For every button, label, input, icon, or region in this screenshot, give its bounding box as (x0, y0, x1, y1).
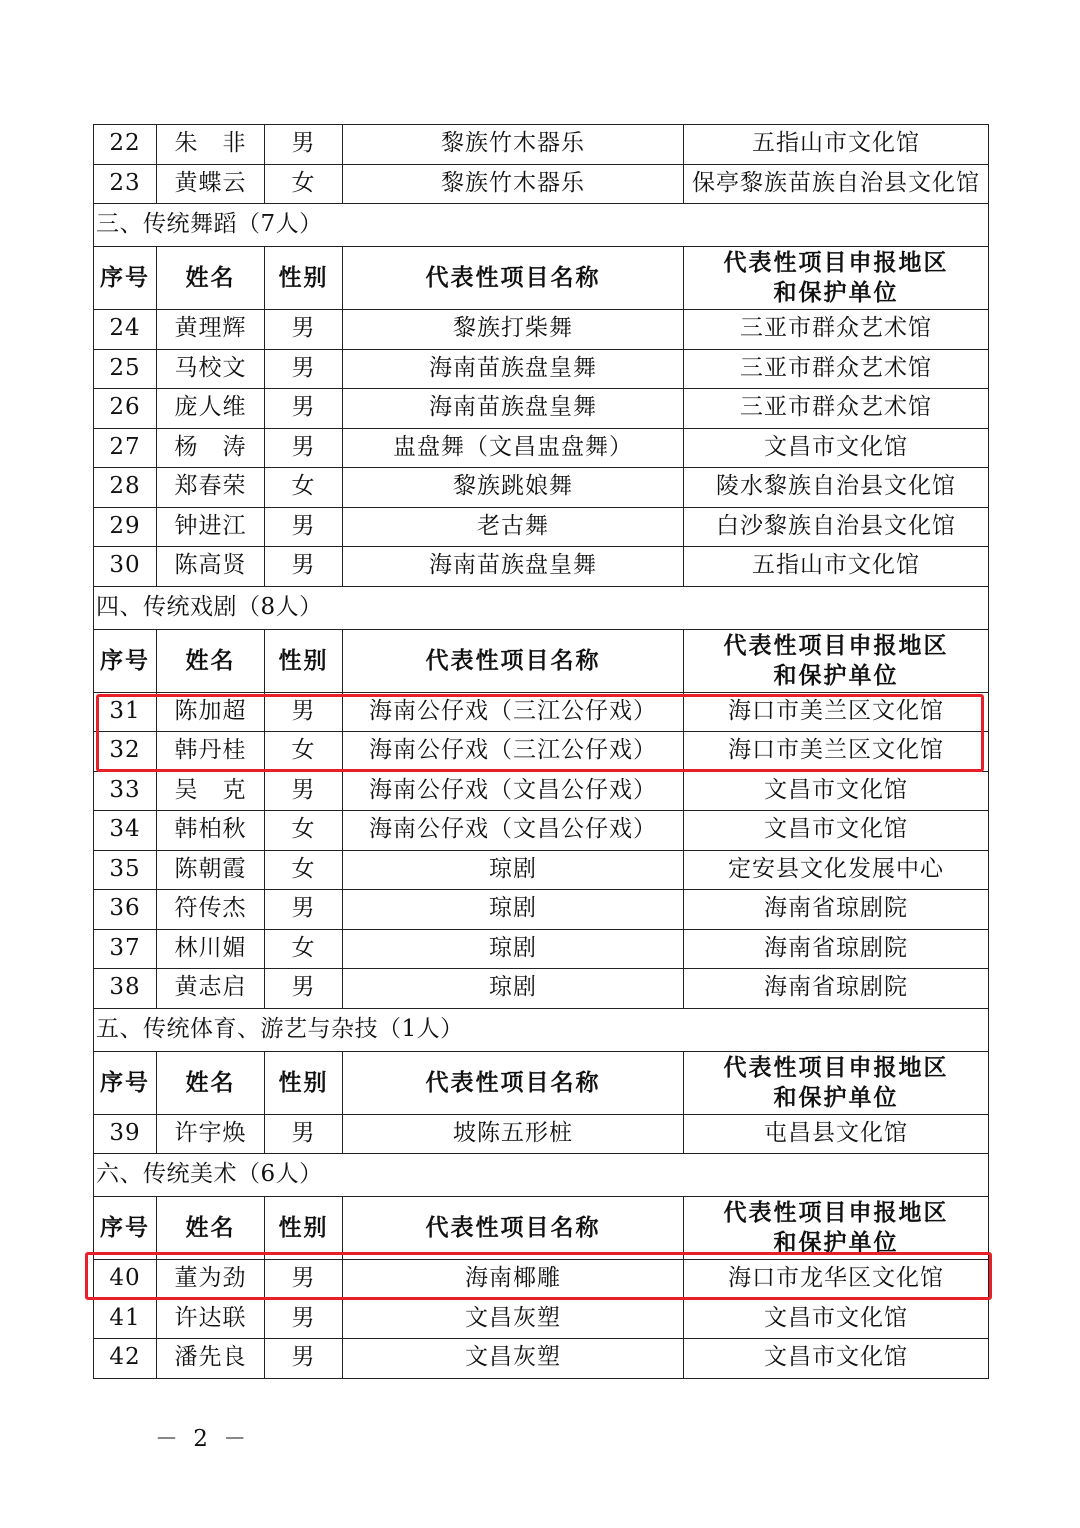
cell-unit: 海南省琼剧院 (684, 969, 989, 1009)
cell-seq: 22 (94, 125, 157, 165)
table-row (94, 1339, 989, 1379)
section-title-row (94, 1154, 989, 1197)
cell-name: 庞人维 (157, 389, 265, 429)
header-unit-line1: 代表性项目申报地区 (723, 1199, 949, 1227)
cell-gender: 女 (265, 732, 343, 772)
header-unit-line1: 代表性项目申报地区 (723, 1053, 949, 1081)
cell-seq: 28 (94, 468, 157, 508)
header-seq: 序号 (94, 247, 157, 310)
cell-gender: 男 (265, 125, 343, 165)
cell-project: 老古舞 (343, 507, 684, 547)
cell-gender: 女 (265, 850, 343, 890)
cell-project: 琼剧 (343, 890, 684, 930)
table-row (94, 969, 989, 1009)
table-row (94, 850, 989, 890)
cell-gender: 男 (265, 1260, 343, 1300)
table-row (94, 771, 989, 811)
cell-seq: 42 (94, 1339, 157, 1379)
cell-seq: 23 (94, 164, 157, 204)
cell-project: 黎族打柴舞 (343, 310, 684, 350)
cell-gender: 女 (265, 811, 343, 851)
section-title-row (94, 204, 989, 247)
cell-name: 韩丹桂 (157, 732, 265, 772)
heritage-inheritors-table (93, 124, 989, 1379)
cell-project: 海南苗族盘皇舞 (343, 547, 684, 587)
cell-seq: 32 (94, 732, 157, 772)
cell-gender: 男 (265, 1339, 343, 1379)
section-title-row (94, 586, 989, 629)
cell-unit: 海南省琼剧院 (684, 890, 989, 930)
table-row (94, 164, 989, 204)
cell-seq: 40 (94, 1260, 157, 1300)
cell-seq: 35 (94, 850, 157, 890)
header-unit (684, 1051, 989, 1114)
cell-gender: 女 (265, 468, 343, 508)
cell-seq: 31 (94, 692, 157, 732)
cell-gender: 男 (265, 1114, 343, 1154)
cell-name: 黄志启 (157, 969, 265, 1009)
cell-name: 马校文 (157, 349, 265, 389)
cell-name: 韩柏秋 (157, 811, 265, 851)
cell-gender: 男 (265, 1299, 343, 1339)
cell-name: 黄蝶云 (157, 164, 265, 204)
cell-unit: 三亚市群众艺术馆 (684, 389, 989, 429)
cell-name: 陈加超 (157, 692, 265, 732)
cell-unit: 五指山市文化馆 (684, 125, 989, 165)
section-title-row (94, 1008, 989, 1051)
header-seq: 序号 (94, 629, 157, 692)
table-row (94, 890, 989, 930)
header-project: 代表性项目名称 (343, 1197, 684, 1260)
cell-project: 海南苗族盘皇舞 (343, 349, 684, 389)
header-name: 姓名 (157, 1197, 265, 1260)
cell-unit: 白沙黎族自治县文化馆 (684, 507, 989, 547)
cell-seq: 36 (94, 890, 157, 930)
cell-seq: 26 (94, 389, 157, 429)
header-unit-line2: 和保护单位 (773, 1229, 899, 1256)
cell-seq: 27 (94, 428, 157, 468)
table-row (94, 732, 989, 772)
table-row (94, 428, 989, 468)
header-unit (684, 247, 989, 310)
table-row (94, 811, 989, 851)
cell-project: 海南公仔戏（三江公仔戏） (343, 692, 684, 732)
cell-seq: 34 (94, 811, 157, 851)
header-name: 姓名 (157, 247, 265, 310)
header-project: 代表性项目名称 (343, 629, 684, 692)
header-unit (684, 1197, 989, 1260)
cell-gender: 男 (265, 507, 343, 547)
header-gender: 性别 (265, 629, 343, 692)
table-row (94, 1299, 989, 1339)
cell-unit: 海口市美兰区文化馆 (684, 692, 989, 732)
header-unit-line2: 和保护单位 (773, 1083, 899, 1111)
cell-name: 陈朝霞 (157, 850, 265, 890)
header-seq: 序号 (94, 1051, 157, 1114)
table-row (94, 692, 989, 732)
cell-seq: 30 (94, 547, 157, 587)
cell-unit: 三亚市群众艺术馆 (684, 349, 989, 389)
cell-unit: 保亭黎族苗族自治县文化馆 (684, 164, 989, 204)
cell-name: 陈高贤 (157, 547, 265, 587)
cell-unit: 海口市美兰区文化馆 (684, 732, 989, 772)
cell-seq: 37 (94, 929, 157, 969)
table-row (94, 349, 989, 389)
cell-gender: 男 (265, 547, 343, 587)
cell-name: 吴 克 (157, 771, 265, 811)
header-unit (684, 629, 989, 692)
table-row (94, 310, 989, 350)
table-row (94, 125, 989, 165)
cell-gender: 男 (265, 771, 343, 811)
cell-project: 文昌灰塑 (343, 1299, 684, 1339)
cell-project: 海南公仔戏（三江公仔戏） (343, 732, 684, 772)
section-title: 六、传统美术（6人） (94, 1154, 989, 1197)
table-row (94, 929, 989, 969)
cell-project: 黎族竹木器乐 (343, 125, 684, 165)
cell-gender: 男 (265, 890, 343, 930)
header-project: 代表性项目名称 (343, 1051, 684, 1114)
cell-project: 黎族竹木器乐 (343, 164, 684, 204)
cell-name: 黄理辉 (157, 310, 265, 350)
cell-gender: 男 (265, 969, 343, 1009)
cell-project: 琼剧 (343, 969, 684, 1009)
section-title: 四、传统戏剧（8人） (94, 586, 989, 629)
cell-unit: 三亚市群众艺术馆 (684, 310, 989, 350)
cell-project: 盅盘舞（文昌盅盘舞） (343, 428, 684, 468)
table-header-row (94, 629, 989, 692)
table-row (94, 1260, 989, 1300)
cell-gender: 男 (265, 692, 343, 732)
table-header-row (94, 247, 989, 310)
cell-project: 坡陈五形桩 (343, 1114, 684, 1154)
cell-name: 林川媚 (157, 929, 265, 969)
header-unit-line1: 代表性项目申报地区 (723, 631, 949, 659)
header-project: 代表性项目名称 (343, 247, 684, 310)
table-row (94, 547, 989, 587)
section-title: 三、传统舞蹈（7人） (94, 204, 989, 247)
cell-gender: 女 (265, 164, 343, 204)
table-row (94, 468, 989, 508)
cell-project: 海南公仔戏（文昌公仔戏） (343, 771, 684, 811)
cell-name: 许达联 (157, 1299, 265, 1339)
header-gender: 性别 (265, 1197, 343, 1260)
table-row (94, 507, 989, 547)
cell-unit: 海口市龙华区文化馆 (684, 1260, 989, 1300)
cell-seq: 29 (94, 507, 157, 547)
header-unit-line1: 代表性项目申报地区 (723, 249, 949, 277)
cell-seq: 38 (94, 969, 157, 1009)
cell-seq: 25 (94, 349, 157, 389)
header-unit-line2: 和保护单位 (773, 279, 899, 306)
cell-name: 潘先良 (157, 1339, 265, 1379)
cell-name: 朱 非 (157, 125, 265, 165)
cell-unit: 文昌市文化馆 (684, 1339, 989, 1379)
header-gender: 性别 (265, 1051, 343, 1114)
cell-project: 琼剧 (343, 929, 684, 969)
table-row (94, 389, 989, 429)
section-title: 五、传统体育、游艺与杂技（1人） (94, 1008, 989, 1051)
header-name: 姓名 (157, 629, 265, 692)
cell-gender: 男 (265, 310, 343, 350)
cell-project: 黎族跳娘舞 (343, 468, 684, 508)
cell-name: 许宇焕 (157, 1114, 265, 1154)
cell-gender: 男 (265, 349, 343, 389)
cell-name: 杨 涛 (157, 428, 265, 468)
cell-unit: 海南省琼剧院 (684, 929, 989, 969)
cell-project: 文昌灰塑 (343, 1339, 684, 1379)
table-header-row (94, 1197, 989, 1260)
cell-name: 董为劲 (157, 1260, 265, 1300)
table-row (94, 1114, 989, 1154)
cell-project: 海南公仔戏（文昌公仔戏） (343, 811, 684, 851)
cell-gender: 男 (265, 428, 343, 468)
cell-gender: 男 (265, 389, 343, 429)
cell-name: 郑春荣 (157, 468, 265, 508)
cell-unit: 文昌市文化馆 (684, 1299, 989, 1339)
header-seq: 序号 (94, 1197, 157, 1260)
cell-unit: 文昌市文化馆 (684, 428, 989, 468)
cell-seq: 24 (94, 310, 157, 350)
cell-unit: 陵水黎族自治县文化馆 (684, 468, 989, 508)
cell-gender: 女 (265, 929, 343, 969)
cell-project: 海南苗族盘皇舞 (343, 389, 684, 429)
cell-unit: 文昌市文化馆 (684, 771, 989, 811)
cell-unit: 文昌市文化馆 (684, 811, 989, 851)
page-number: － 2 － (155, 1426, 251, 1452)
cell-project: 海南椰雕 (343, 1260, 684, 1300)
header-gender: 性别 (265, 247, 343, 310)
cell-seq: 41 (94, 1299, 157, 1339)
cell-project: 琼剧 (343, 850, 684, 890)
table-header-row (94, 1051, 989, 1114)
header-unit-line2: 和保护单位 (773, 661, 899, 689)
header-name: 姓名 (157, 1051, 265, 1114)
cell-name: 钟进江 (157, 507, 265, 547)
cell-unit: 定安县文化发展中心 (684, 850, 989, 890)
cell-seq: 39 (94, 1114, 157, 1154)
cell-name: 符传杰 (157, 890, 265, 930)
cell-unit: 屯昌县文化馆 (684, 1114, 989, 1154)
cell-unit: 五指山市文化馆 (684, 547, 989, 587)
cell-seq: 33 (94, 771, 157, 811)
